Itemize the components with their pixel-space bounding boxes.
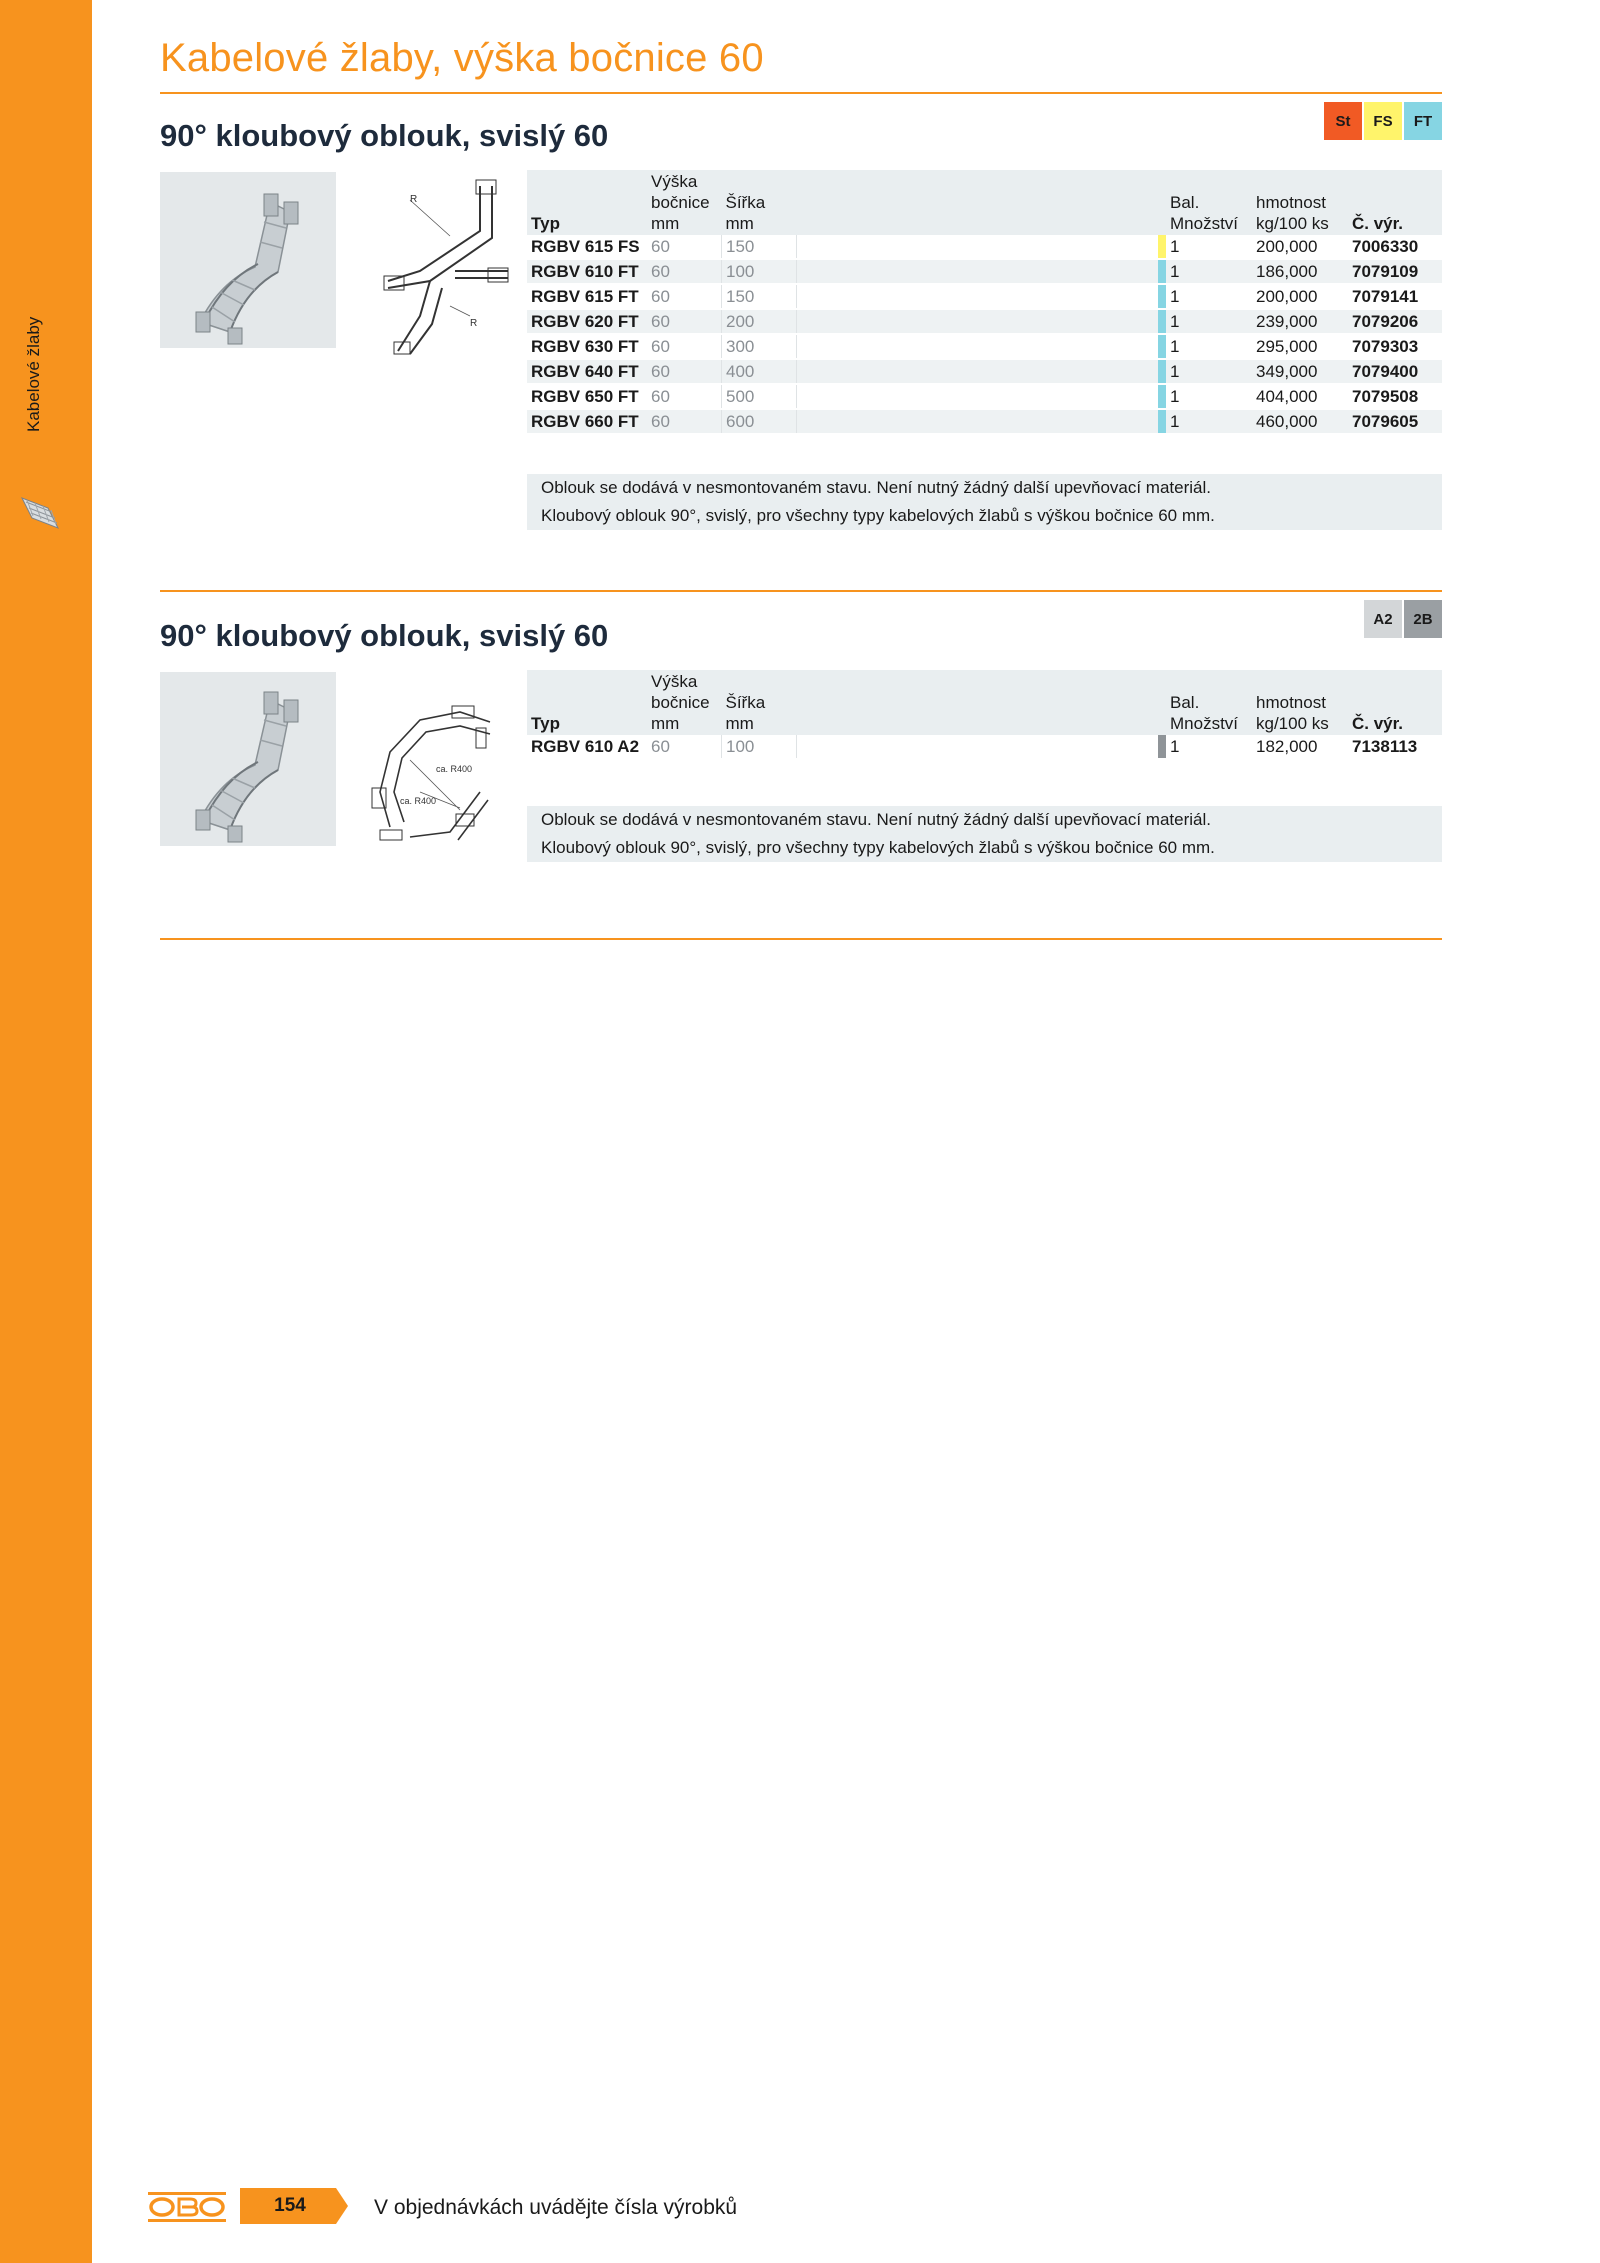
page-title: Kabelové žlaby, výška bočnice 60 <box>160 36 764 80</box>
product-note <box>527 474 1442 530</box>
col-bal <box>1166 670 1252 735</box>
obo-logo <box>148 2192 226 2222</box>
material-badges <box>1324 102 1442 140</box>
section-divider <box>160 590 1442 592</box>
cell-spacer <box>797 334 1159 359</box>
cell-hmotnost: 349,000 <box>1252 359 1348 384</box>
product-photo <box>160 172 336 348</box>
footer-text: V objednávkách uvádějte čísla výrobků <box>374 2196 738 2219</box>
cell-article: 7079400 <box>1348 359 1442 384</box>
cell-spacer <box>797 309 1159 334</box>
note-line: Kloubový oblouk 90°, svislý, pro všechny typy kabelových žlabů s výškou bočnice 60 mm. <box>541 838 1215 857</box>
cell-vyska: 60 <box>647 359 722 384</box>
col-bal-line2: Množství <box>1170 714 1239 733</box>
col-sirka-line1: Šířka <box>725 693 766 712</box>
product-table <box>527 670 1442 760</box>
cell-hmotnost: 186,000 <box>1252 259 1348 284</box>
cell-strip <box>1158 235 1166 259</box>
cell-vyska: 60 <box>647 235 722 259</box>
cell-hmotnost: 200,000 <box>1252 284 1348 309</box>
cell-spacer <box>797 259 1159 284</box>
cell-article: 7079508 <box>1348 384 1442 409</box>
cell-hmotnost: 182,000 <box>1252 735 1348 759</box>
cell-sirka: 300 <box>722 334 797 359</box>
section-title: 90° kloubový oblouk, svislý 60 <box>160 118 609 153</box>
cell-article: 7079141 <box>1348 284 1442 309</box>
cell-strip <box>1158 409 1166 434</box>
col-sirka-unit: mm <box>725 714 754 733</box>
col-hmotnost-line1: hmotnost <box>1256 693 1326 712</box>
table-row <box>527 284 1442 309</box>
sidebar-label: Kabelové žlaby <box>24 316 43 432</box>
col-typ: Typ <box>527 170 647 235</box>
cell-typ: RGBV 610 A2 <box>527 735 647 759</box>
col-vyska <box>647 670 722 735</box>
table-row <box>527 359 1442 384</box>
cell-spacer <box>797 384 1159 409</box>
cell-strip <box>1158 259 1166 284</box>
technical-drawing <box>380 176 510 356</box>
cell-vyska: 60 <box>647 409 722 434</box>
col-sirka <box>722 170 797 235</box>
table-body <box>527 735 1442 759</box>
cell-sirka: 150 <box>722 235 797 259</box>
cell-hmotnost: 295,000 <box>1252 334 1348 359</box>
col-spacer <box>797 670 1159 735</box>
cell-bal: 1 <box>1166 309 1252 334</box>
note-line: Oblouk se dodává v nesmontovaném stavu. Není nutný žádný další upevňovací materiál. <box>541 478 1211 497</box>
cell-article: 7079206 <box>1348 309 1442 334</box>
cell-sirka: 100 <box>722 735 797 759</box>
table-header-row <box>527 170 1442 235</box>
note-line: Kloubový oblouk 90°, svislý, pro všechny typy kabelových žlabů s výškou bočnice 60 mm. <box>541 506 1215 525</box>
cell-vyska: 60 <box>647 284 722 309</box>
section-title: 90° kloubový oblouk, svislý 60 <box>160 618 609 653</box>
table-row <box>527 259 1442 284</box>
cell-strip <box>1158 334 1166 359</box>
cell-bal: 1 <box>1166 235 1252 259</box>
col-vyska-line2: bočnice <box>651 693 710 712</box>
cell-typ: RGBV 620 FT <box>527 309 647 334</box>
col-hmotnost <box>1252 670 1348 735</box>
cell-vyska: 60 <box>647 735 722 759</box>
badge-fs: FS <box>1364 102 1402 140</box>
cell-sirka: 600 <box>722 409 797 434</box>
cell-strip <box>1158 309 1166 334</box>
cell-spacer <box>797 409 1159 434</box>
cell-typ: RGBV 615 FS <box>527 235 647 259</box>
col-vyska <box>647 170 722 235</box>
cell-sirka: 100 <box>722 259 797 284</box>
table-row <box>527 409 1442 434</box>
cell-strip <box>1158 735 1166 759</box>
col-bal-line1: Bal. <box>1170 193 1200 212</box>
cell-sirka: 150 <box>722 284 797 309</box>
cell-typ: RGBV 615 FT <box>527 284 647 309</box>
col-hmotnost-unit: kg/100 ks <box>1256 714 1329 733</box>
table-body <box>527 235 1442 434</box>
cell-strip <box>1158 384 1166 409</box>
table-row <box>527 309 1442 334</box>
cell-spacer <box>797 359 1159 384</box>
cell-spacer <box>797 735 1159 759</box>
table-row <box>527 235 1442 259</box>
badge-2b: 2B <box>1404 600 1442 638</box>
cell-bal: 1 <box>1166 735 1252 759</box>
product-photo <box>160 672 336 846</box>
cell-typ: RGBV 660 FT <box>527 409 647 434</box>
col-bal-line2: Množství <box>1170 214 1239 233</box>
cell-article: 7006330 <box>1348 235 1442 259</box>
cell-typ: RGBV 640 FT <box>527 359 647 384</box>
col-article: Č. výr. <box>1348 170 1442 235</box>
section-divider <box>160 938 1442 940</box>
cell-bal: 1 <box>1166 359 1252 384</box>
col-strip <box>1158 170 1166 235</box>
col-sirka-unit: mm <box>725 214 754 233</box>
technical-drawing <box>360 692 510 842</box>
cell-typ: RGBV 650 FT <box>527 384 647 409</box>
cell-article: 7079109 <box>1348 259 1442 284</box>
cell-hmotnost: 200,000 <box>1252 235 1348 259</box>
radius-label: R <box>410 194 418 205</box>
cell-spacer <box>797 235 1159 259</box>
title-divider <box>160 92 1442 94</box>
badge-st: St <box>1324 102 1362 140</box>
product-table <box>527 170 1442 435</box>
col-hmotnost-line1: hmotnost <box>1256 193 1326 212</box>
cell-hmotnost: 239,000 <box>1252 309 1348 334</box>
product-note <box>527 806 1442 862</box>
cell-bal: 1 <box>1166 384 1252 409</box>
cell-typ: RGBV 610 FT <box>527 259 647 284</box>
sidebar <box>0 0 92 2263</box>
cell-vyska: 60 <box>647 384 722 409</box>
material-badges <box>1364 600 1442 638</box>
cell-sirka: 200 <box>722 309 797 334</box>
cell-article: 7138113 <box>1348 735 1442 759</box>
cell-strip <box>1158 359 1166 384</box>
col-article: Č. výr. <box>1348 670 1442 735</box>
col-vyska-unit: mm <box>651 214 680 233</box>
cell-vyska: 60 <box>647 309 722 334</box>
col-hmotnost-unit: kg/100 ks <box>1256 214 1329 233</box>
page-number-tab <box>240 2188 348 2224</box>
col-vyska-line1: Výška <box>651 672 698 691</box>
cell-strip <box>1158 284 1166 309</box>
cell-bal: 1 <box>1166 409 1252 434</box>
table-row <box>527 384 1442 409</box>
cell-vyska: 60 <box>647 259 722 284</box>
cell-sirka: 500 <box>722 384 797 409</box>
table-row <box>527 735 1442 759</box>
radius-label: ca. R400 <box>400 796 437 806</box>
note-line: Oblouk se dodává v nesmontovaném stavu. Není nutný žádný další upevňovací materiál. <box>541 810 1211 829</box>
cell-hmotnost: 404,000 <box>1252 384 1348 409</box>
col-bal-line1: Bal. <box>1170 693 1200 712</box>
cell-bal: 1 <box>1166 259 1252 284</box>
cable-tray-icon <box>18 492 62 536</box>
radius-label: ca. R400 <box>436 764 473 774</box>
cell-article: 7079605 <box>1348 409 1442 434</box>
col-vyska-line2: bočnice <box>651 193 710 212</box>
badge-a2: A2 <box>1364 600 1402 638</box>
col-bal <box>1166 170 1252 235</box>
col-typ: Typ <box>527 670 647 735</box>
col-sirka-line1: Šířka <box>725 193 766 212</box>
col-vyska-unit: mm <box>651 714 680 733</box>
page-number: 154 <box>274 2195 306 2216</box>
col-sirka <box>722 670 797 735</box>
cell-bal: 1 <box>1166 284 1252 309</box>
cell-bal: 1 <box>1166 334 1252 359</box>
cell-article: 7079303 <box>1348 334 1442 359</box>
col-strip <box>1158 670 1166 735</box>
badge-ft: FT <box>1404 102 1442 140</box>
table-header-row <box>527 670 1442 735</box>
table-row <box>527 334 1442 359</box>
col-vyska-line1: Výška <box>651 172 698 191</box>
cell-hmotnost: 460,000 <box>1252 409 1348 434</box>
cell-spacer <box>797 284 1159 309</box>
col-hmotnost <box>1252 170 1348 235</box>
col-spacer <box>797 170 1159 235</box>
cell-typ: RGBV 630 FT <box>527 334 647 359</box>
cell-sirka: 400 <box>722 359 797 384</box>
cell-vyska: 60 <box>647 334 722 359</box>
radius-label: R <box>470 318 478 329</box>
